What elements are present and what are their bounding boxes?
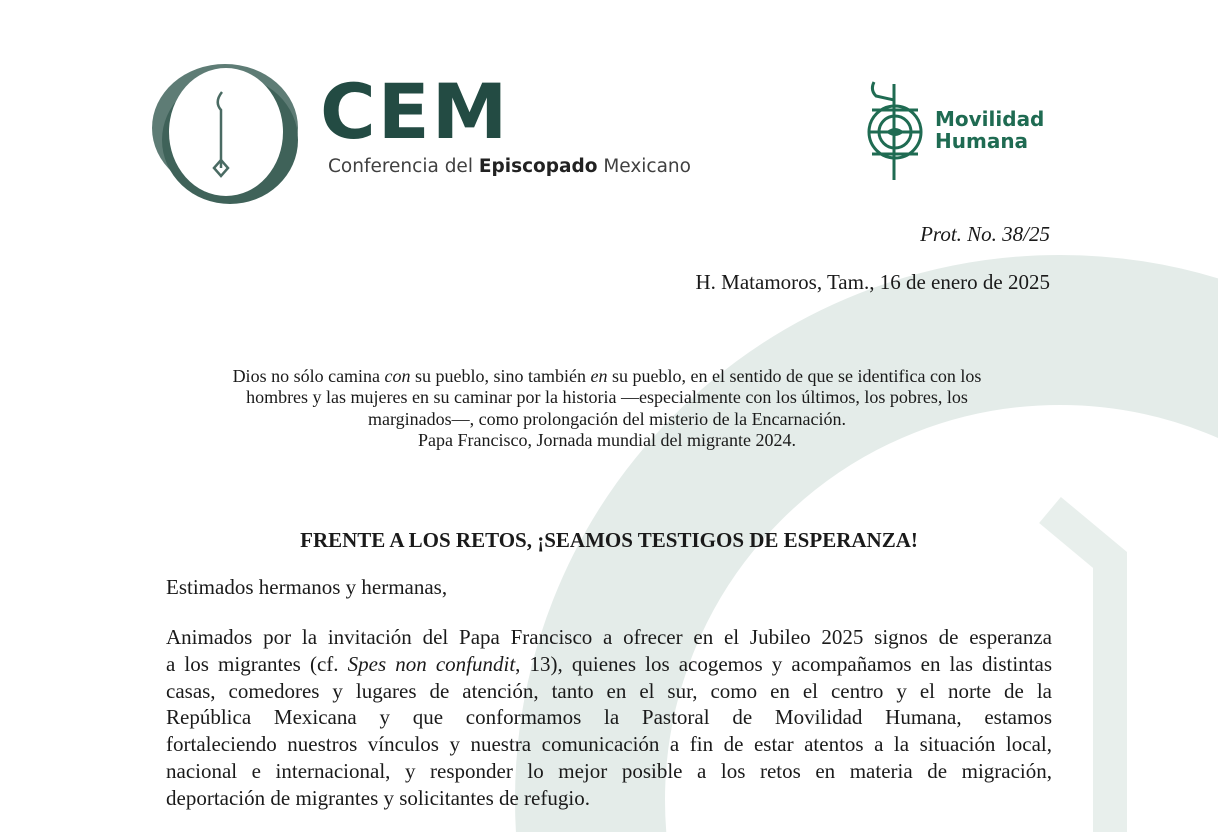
- epigraph: [150, 366, 1064, 451]
- movilidad-humana-cross-icon: [864, 76, 926, 180]
- epigraph-line: Dios no sólo camina con su pueblo, sino también en su pueblo, en el sentido de que se identifica con los: [232, 366, 982, 386]
- paragraph-line: República Mexicana y que conformamos la Pastoral de Movilidad Humana, estamos: [166, 705, 1052, 730]
- body-paragraph: [166, 624, 1052, 812]
- cem-subtitle: Conferencia del Episcopado Mexicano: [328, 156, 691, 177]
- cem-title: CEM: [320, 67, 510, 156]
- epigraph-attribution: Papa Francisco, Jornada mundial del migrante 2024.: [418, 429, 796, 450]
- movilidad-humana-text: [935, 108, 1044, 152]
- paragraph-line: nacional e internacional, y responder lo mejor posible a los retos en materia de migración,: [166, 758, 1052, 783]
- cem-seal-icon: [150, 56, 300, 208]
- mh-line-2: Humana: [935, 129, 1029, 153]
- document-heading: FRENTE A LOS RETOS, ¡SEAMOS TESTIGOS DE ESPERANZA!: [300, 528, 918, 552]
- epigraph-line: hombres y las mujeres en su caminar por la historia —especialmente con los últimos, los pobres, los: [246, 387, 968, 408]
- paragraph-line: fortaleciendo nuestros vínculos y nuestra comunicación a fin de estar atentos a la situación local,: [166, 732, 1052, 757]
- paragraph-line: Animados por la invitación del Papa Francisco a ofrecer en el Jubileo 2025 signos de esperanza: [166, 625, 1052, 649]
- mh-line-1: Movilidad: [935, 107, 1045, 131]
- paragraph-line: casas, comedores y lugares de atención, tanto en el sur, como en el centro y el norte de la: [166, 678, 1052, 703]
- protocol-number: Prot. No. 38/25: [920, 222, 1050, 246]
- paragraph-line: a los migrantes (cf. Spes non confundit, 13), quienes los acogemos y acompañamos en las distintas: [166, 651, 1052, 676]
- place-date: H. Matamoros, Tam., 16 de enero de 2025: [695, 270, 1050, 294]
- epigraph-line: marginados—, como prolongación del misterio de la Encarnación.: [367, 408, 847, 429]
- greeting: Estimados hermanos y hermanas,: [166, 575, 448, 599]
- paragraph-line: deportación de migrantes y solicitantes de refugio.: [166, 785, 590, 810]
